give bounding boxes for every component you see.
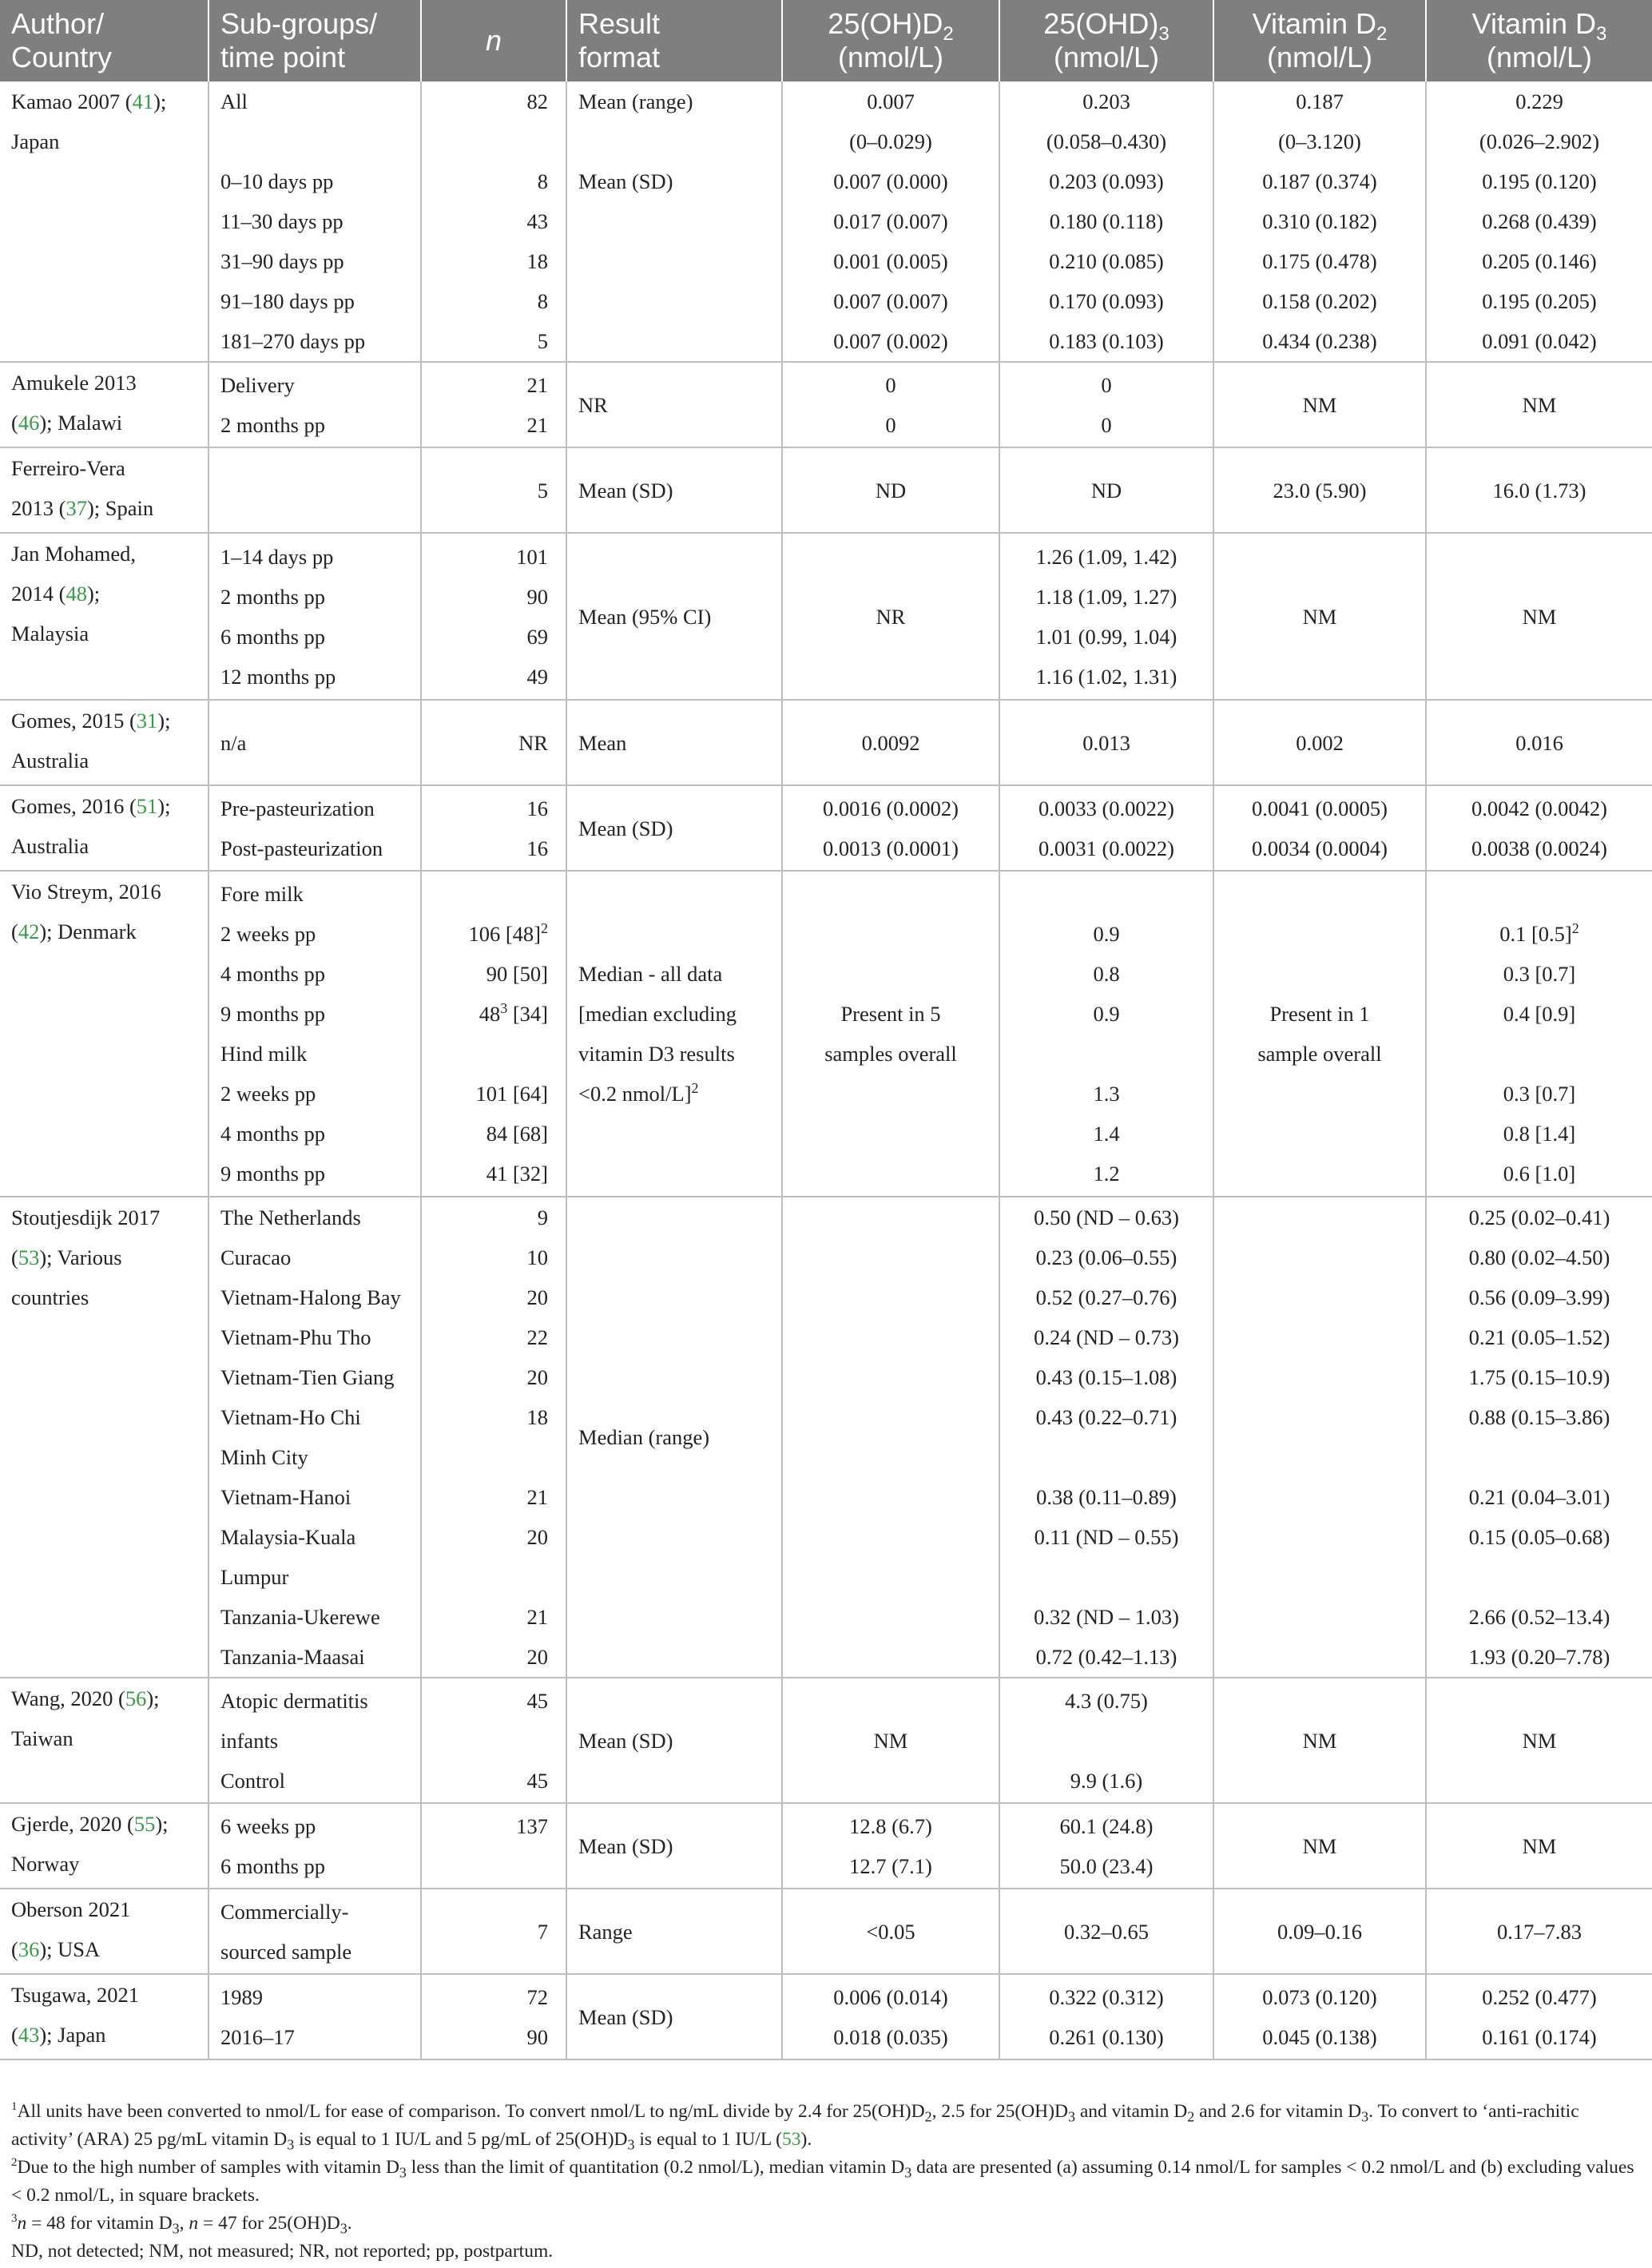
table-row bbox=[0, 1678, 1652, 1803]
subgroup-cell: Fore milk 2 weeks pp 4 months pp 9 months pp Hind milk 2 weeks pp 4 months pp 9 months pp bbox=[208, 871, 421, 1197]
header-n: n bbox=[421, 0, 566, 81]
value-cell-vitamin-d2: 0.09–0.16 bbox=[1213, 1889, 1426, 1974]
value-cell-25ohd2: 0.0092 bbox=[782, 700, 999, 785]
value-cell-25ohd2: Present in 5 samples overall bbox=[782, 871, 999, 1197]
value-cell-vitamin-d3: 0.17–7.83 bbox=[1426, 1889, 1652, 1974]
n-cell: 45 45 bbox=[421, 1678, 566, 1803]
header-25ohd2: $25(OH)D_2$ (nmol/L) bbox=[782, 0, 999, 81]
table-row bbox=[0, 1974, 1652, 2059]
value-cell-vitamin-d3: NM bbox=[1426, 533, 1652, 700]
value-cell-vitamin-d3: 0.1 $[0.5]^2$ 0.3 [0.7] 0.4 [0.9] 0.3 [0.7] 0.8 [1.4] 0.6 [1.0] bbox=[1426, 871, 1652, 1197]
subgroup-cell: n/a bbox=[208, 700, 421, 785]
value-cell-25ohd2: ND bbox=[782, 447, 999, 533]
n-cell: 7 bbox=[421, 1889, 566, 1974]
value-cell-vitamin-d3: 0.252 (0.477) 0.161 (0.174) bbox=[1426, 1974, 1652, 2059]
n-cell: 21 21 bbox=[421, 362, 566, 447]
value-cell-vitamin-d2: NM bbox=[1213, 533, 1426, 700]
table-row bbox=[0, 533, 1652, 700]
n-cell: 101 90 69 49 bbox=[421, 533, 566, 700]
table-row bbox=[0, 1889, 1652, 1974]
value-cell-25ohd3: 60.1 (24.8) 50.0 (23.4) bbox=[999, 1803, 1213, 1889]
subgroup-cell: Atopic dermatitis infants Control bbox=[208, 1678, 421, 1803]
value-cell-vitamin-d2: NM bbox=[1213, 1803, 1426, 1889]
author-cell: Kamao 2007 (41); Japan bbox=[0, 81, 208, 362]
n-cell: 16 16 bbox=[421, 785, 566, 871]
value-cell-vitamin-d2: NM bbox=[1213, 362, 1426, 447]
subgroup-cell: 6 weeks pp 6 months pp bbox=[208, 1803, 421, 1889]
header-result-format: Result format bbox=[566, 0, 782, 81]
format-cell: Median (range) bbox=[566, 1197, 782, 1678]
format-cell: Mean (SD) bbox=[566, 1678, 782, 1803]
value-cell-vitamin-d2: NM bbox=[1213, 1678, 1426, 1803]
n-cell: 137 bbox=[421, 1803, 566, 1889]
table-row bbox=[0, 81, 1652, 362]
value-cell-vitamin-d3: 0.229 (0.026–2.902) 0.195 (0.120) 0.268 (0.439) 0.205 (0.146) 0.195 (0.205) 0.091 (0.042) bbox=[1426, 81, 1652, 362]
subgroup-cell: 1–14 days pp 2 months pp 6 months pp 12 months pp bbox=[208, 533, 421, 700]
table-row bbox=[0, 362, 1652, 447]
value-cell-25ohd2: 0 0 bbox=[782, 362, 999, 447]
table-footnotes bbox=[11, 2098, 1644, 2266]
value-cell-25ohd2: 0.006 (0.014) 0.018 (0.035) bbox=[782, 1974, 999, 2059]
value-cell-vitamin-d3: 0.016 bbox=[1426, 700, 1652, 785]
value-cell-25ohd3: 0.50 (ND – 0.63) 0.23 (0.06–0.55) 0.52 (0.27–0.76) 0.24 (ND – 0.73) 0.43 (0.15–1.08) 0.43 (0.22–0.71) 0.38 (0.11–0.89) 0.11 (ND – 0.55) 0.32 (ND – 1.03) 0.72 (0.42–1.13) bbox=[999, 1197, 1213, 1678]
table-row bbox=[0, 447, 1652, 533]
author-cell: Gjerde, 2020 (55); Norway bbox=[0, 1803, 208, 1889]
format-cell: Mean (95% CI) bbox=[566, 533, 782, 700]
value-cell-25ohd3: 0.013 bbox=[999, 700, 1213, 785]
format-cell: Mean (range) Mean (SD) bbox=[566, 81, 782, 362]
value-cell-25ohd3: 0.322 (0.312) 0.261 (0.130) bbox=[999, 1974, 1213, 2059]
author-cell: Gomes, 2015 (31); Australia bbox=[0, 700, 208, 785]
table-row bbox=[0, 700, 1652, 785]
format-cell: Mean (SD) bbox=[566, 1974, 782, 2059]
value-cell-25ohd2: 0.007 (0–0.029) 0.007 (0.000) 0.017 (0.007) 0.001 (0.005) 0.007 (0.007) 0.007 (0.002) bbox=[782, 81, 999, 362]
value-cell-vitamin-d3: NM bbox=[1426, 362, 1652, 447]
format-cell: NR bbox=[566, 362, 782, 447]
value-cell-25ohd2: NM bbox=[782, 1678, 999, 1803]
format-cell: Mean (SD) bbox=[566, 1803, 782, 1889]
value-cell-vitamin-d2: 0.187 (0–3.120) 0.187 (0.374) 0.310 (0.182) 0.175 (0.478) 0.158 (0.202) 0.434 (0.238) bbox=[1213, 81, 1426, 362]
subgroup-cell: 1989 2016–17 bbox=[208, 1974, 421, 2059]
value-cell-25ohd3: 0 0 bbox=[999, 362, 1213, 447]
n-cell: 82 8 43 18 8 5 bbox=[421, 81, 566, 362]
subgroup-cell: The Netherlands Curacao Vietnam-Halong Bay Vietnam-Phu Tho Vietnam-Tien Giang Vietnam-Ho Chi Minh City Vietnam-Hanoi Malaysia-Kuala Lumpur Tanzania-Ukerewe Tanzania-Maasai bbox=[208, 1197, 421, 1678]
format-cell: Mean (SD) bbox=[566, 785, 782, 871]
author-cell: Oberson 2021 (36); USA bbox=[0, 1889, 208, 1974]
value-cell-vitamin-d2: 0.0041 (0.0005) 0.0034 (0.0004) bbox=[1213, 785, 1426, 871]
header-author: Author/ Country bbox=[0, 0, 208, 81]
value-cell-vitamin-d2: Present in 1 sample overall bbox=[1213, 871, 1426, 1197]
value-cell-25ohd3: 0.203 (0.058–0.430) 0.203 (0.093) 0.180 (0.118) 0.210 (0.085) 0.170 (0.093) 0.183 (0.103) bbox=[999, 81, 1213, 362]
header-vitamin-d2: Vitamin $D_2$ (nmol/L) bbox=[1213, 0, 1426, 81]
subgroup-cell bbox=[208, 447, 421, 533]
format-cell: Median - all data [median excluding vitamin D3 results <0.2 nmol/L]$^2$ bbox=[566, 871, 782, 1197]
n-cell: 72 90 bbox=[421, 1974, 566, 2059]
author-cell: Jan Mohamed, 2014 (48); Malaysia bbox=[0, 533, 208, 700]
value-cell-vitamin-d2: 23.0 (5.90) bbox=[1213, 447, 1426, 533]
format-cell: Range bbox=[566, 1889, 782, 1974]
value-cell-25ohd2: <0.05 bbox=[782, 1889, 999, 1974]
value-cell-25ohd3: 0.9 0.8 0.9 1.3 1.4 1.2 bbox=[999, 871, 1213, 1197]
value-cell-vitamin-d3: 0.25 (0.02–0.41) 0.80 (0.02–4.50) 0.56 (0.09–3.99) 0.21 (0.05–1.52) 1.75 (0.15–10.9) 0.88 (0.15–3.86) 0.21 (0.04–3.01) 0.15 (0.05–0.68) 2.66 (0.52–13.4) 1.93 (0.20–7.78) bbox=[1426, 1197, 1652, 1678]
value-cell-25ohd2: 0.0016 (0.0002) 0.0013 (0.0001) bbox=[782, 785, 999, 871]
header-subgroups: Sub-groups/ time point bbox=[208, 0, 421, 81]
value-cell-vitamin-d2: 0.002 bbox=[1213, 700, 1426, 785]
footnote-2: $^2$Due to the high number of samples with vitamin $D_3$ less than the limit of quantitation (0.2 nmol/L), median vitamin $D_3$ data are presented (a) assuming 0.14 nmol/L for samples < 0.2 nmol/L and (b) excluding values < 0.2 nmol/L, in square brackets. bbox=[11, 2156, 1634, 2206]
author-cell: Vio Streym, 2016 (42); Denmark bbox=[0, 871, 208, 1197]
subgroup-cell: All 0–10 days pp 11–30 days pp 31–90 days pp 91–180 days pp 181–270 days pp bbox=[208, 81, 421, 362]
value-cell-25ohd3: 1.26 (1.09, 1.42) 1.18 (1.09, 1.27) 1.01 (0.99, 1.04) 1.16 (1.02, 1.31) bbox=[999, 533, 1213, 700]
author-cell: Gomes, 2016 (51); Australia bbox=[0, 785, 208, 871]
subgroup-cell: Pre-pasteurization Post-pasteurization bbox=[208, 785, 421, 871]
n-cell: NR bbox=[421, 700, 566, 785]
table-row bbox=[0, 785, 1652, 871]
footnote-abbreviations: ND, not detected; NM, not measured; NR, not reported; pp, postpartum. bbox=[11, 2241, 554, 2262]
footnote-1: $^1$All units have been converted to nmol/L for ease of comparison. To convert nmol/L to ng/mL divide by 2.4 for $25(OH)D_2$, 2.5 for $25(OH)D_3$ and vitamin $D_2$ and 2.6 for vitamin $D_3$. To convert to ‘anti-rachitic activity’ (ARA) 25 pg/mL vitamin $D_3$ is equal to 1 IU/L and 5 pg/mL of $25(OH)D_3$ is equal to 1 IU/L (53). bbox=[11, 2100, 1579, 2153]
header-row bbox=[0, 0, 1652, 81]
n-cell: 9 10 20 22 20 18 21 20 21 20 bbox=[421, 1197, 566, 1678]
value-cell-vitamin-d3: NM bbox=[1426, 1803, 1652, 1889]
value-cell-25ohd3: 0.32–0.65 bbox=[999, 1889, 1213, 1974]
value-cell-vitamin-d3: 0.0042 (0.0042) 0.0038 (0.0024) bbox=[1426, 785, 1652, 871]
author-cell: Tsugawa, 2021 (43); Japan bbox=[0, 1974, 208, 2059]
value-cell-25ohd2: 12.8 (6.7) 12.7 (7.1) bbox=[782, 1803, 999, 1889]
table-row bbox=[0, 1197, 1652, 1678]
value-cell-25ohd3: 4.3 (0.75) 9.9 (1.6) bbox=[999, 1678, 1213, 1803]
value-cell-vitamin-d2 bbox=[1213, 1197, 1426, 1678]
table-row bbox=[0, 1803, 1652, 1889]
subgroup-cell: Delivery 2 months pp bbox=[208, 362, 421, 447]
author-cell: Amukele 2013 (46); Malawi bbox=[0, 362, 208, 447]
value-cell-vitamin-d2: 0.073 (0.120) 0.045 (0.138) bbox=[1213, 1974, 1426, 2059]
format-cell: Mean bbox=[566, 700, 782, 785]
n-cell: 106 $[48]^2$ 90 [50] $48^3$ [34] 101 [64] 84 [68] 41 [32] bbox=[421, 871, 566, 1197]
value-cell-25ohd3: ND bbox=[999, 447, 1213, 533]
author-cell: Stoutjesdijk 2017 (53); Various countries bbox=[0, 1197, 208, 1678]
value-cell-25ohd2: NR bbox=[782, 533, 999, 700]
header-25ohd3: $25(OHD)_3$ (nmol/L) bbox=[999, 0, 1213, 81]
footnote-3: $^3$n = 48 for vitamin $D_3$, n = 47 for $25(OH)D_3$. bbox=[11, 2212, 352, 2237]
subgroup-cell: Commercially- sourced sample bbox=[208, 1889, 421, 1974]
table-row bbox=[0, 871, 1652, 1197]
author-cell: Wang, 2020 (56); Taiwan bbox=[0, 1678, 208, 1803]
value-cell-vitamin-d3: NM bbox=[1426, 1678, 1652, 1803]
author-cell: Ferreiro-Vera 2013 (37); Spain bbox=[0, 447, 208, 533]
header-vitamin-d3: Vitamin $D_3$ (nmol/L) bbox=[1426, 0, 1652, 81]
value-cell-25ohd2 bbox=[782, 1197, 999, 1678]
value-cell-25ohd3: 0.0033 (0.0022) 0.0031 (0.0022) bbox=[999, 785, 1213, 871]
n-cell: 5 bbox=[421, 447, 566, 533]
value-cell-vitamin-d3: 16.0 (1.73) bbox=[1426, 447, 1652, 533]
format-cell: Mean (SD) bbox=[566, 447, 782, 533]
